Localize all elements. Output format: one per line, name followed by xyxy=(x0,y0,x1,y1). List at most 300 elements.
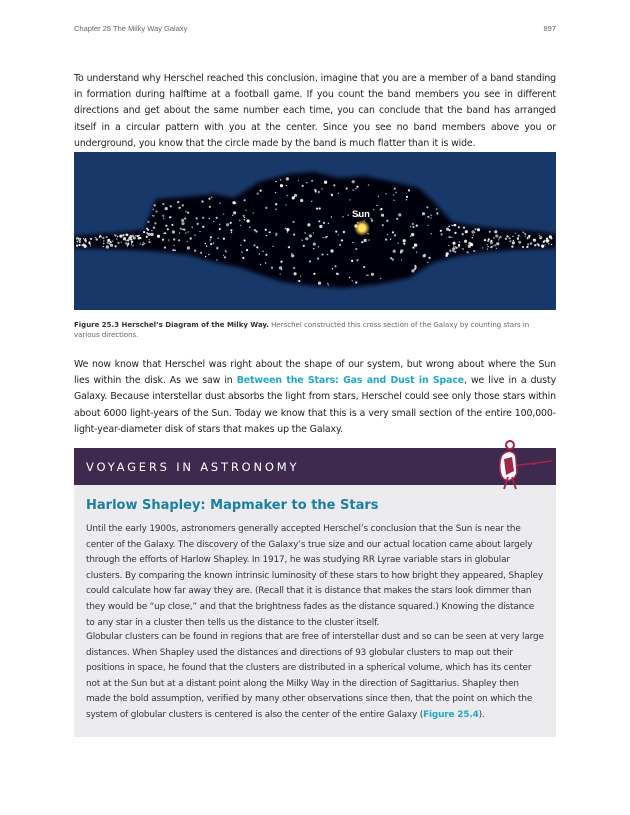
star xyxy=(226,251,227,252)
star xyxy=(110,241,112,243)
star xyxy=(496,248,497,249)
star xyxy=(247,219,250,222)
star xyxy=(76,237,78,239)
star xyxy=(286,228,289,231)
star xyxy=(494,244,496,246)
star xyxy=(424,254,425,255)
star xyxy=(349,199,350,200)
star xyxy=(262,251,263,252)
star xyxy=(518,235,520,237)
voyagers-feature-box xyxy=(74,448,556,737)
star xyxy=(371,220,373,222)
star xyxy=(321,188,322,189)
star xyxy=(201,200,203,202)
star xyxy=(116,238,117,239)
star xyxy=(317,258,319,260)
star xyxy=(539,235,540,236)
star xyxy=(422,212,425,215)
star xyxy=(511,246,513,248)
star xyxy=(216,259,217,260)
star xyxy=(530,242,532,244)
caption-text: Herschel constructed this cross section of the Galaxy by counting stars in various directions. xyxy=(74,321,530,339)
star xyxy=(79,242,80,243)
star xyxy=(177,201,179,203)
star xyxy=(181,222,184,225)
star xyxy=(538,244,540,246)
star xyxy=(482,247,483,248)
star xyxy=(366,275,367,276)
star xyxy=(196,217,198,219)
star xyxy=(500,236,502,238)
star xyxy=(210,243,212,245)
star xyxy=(148,241,150,243)
star xyxy=(311,201,312,202)
star xyxy=(381,214,384,217)
star xyxy=(387,234,388,235)
star xyxy=(235,202,236,203)
star xyxy=(148,233,151,236)
star xyxy=(412,247,414,249)
star xyxy=(172,230,175,233)
star xyxy=(152,215,153,216)
star xyxy=(156,210,158,212)
star xyxy=(489,231,491,233)
star xyxy=(333,184,335,186)
star xyxy=(488,238,490,240)
star xyxy=(265,229,267,231)
star xyxy=(454,224,456,226)
star xyxy=(448,245,449,246)
star xyxy=(265,262,266,263)
star xyxy=(454,251,456,253)
star xyxy=(286,177,289,180)
star xyxy=(287,231,288,232)
star xyxy=(260,190,262,192)
star xyxy=(408,189,410,191)
star xyxy=(446,255,448,257)
star xyxy=(187,246,190,249)
star xyxy=(223,255,224,256)
star xyxy=(539,238,540,239)
star xyxy=(406,196,408,198)
star xyxy=(199,231,200,232)
star xyxy=(487,246,488,247)
star xyxy=(319,225,322,228)
star xyxy=(286,185,287,186)
star xyxy=(506,235,508,237)
star xyxy=(219,224,220,225)
star xyxy=(355,248,357,250)
star xyxy=(244,239,246,241)
star xyxy=(182,204,184,206)
star xyxy=(210,239,211,240)
star xyxy=(534,244,536,246)
figure-25-4-link[interactable]: Figure 25.4 xyxy=(423,709,479,720)
star xyxy=(244,199,246,201)
star xyxy=(393,250,396,253)
star xyxy=(348,215,349,216)
star xyxy=(452,247,455,250)
star xyxy=(178,239,180,241)
star xyxy=(202,217,204,219)
star xyxy=(522,246,524,248)
star xyxy=(315,190,317,192)
star xyxy=(415,267,417,269)
star xyxy=(379,209,380,210)
star xyxy=(255,230,257,232)
star xyxy=(541,245,544,248)
star xyxy=(326,236,327,237)
star xyxy=(96,238,98,240)
star xyxy=(244,219,245,220)
star xyxy=(403,243,405,245)
star xyxy=(219,228,221,230)
star xyxy=(448,226,449,227)
star xyxy=(253,212,254,213)
star xyxy=(380,278,381,279)
star xyxy=(107,242,109,244)
star xyxy=(112,241,113,242)
star xyxy=(162,203,164,205)
star xyxy=(265,207,267,209)
star xyxy=(318,221,319,222)
star xyxy=(84,245,87,248)
star xyxy=(123,237,126,240)
star xyxy=(90,245,91,246)
star xyxy=(165,207,168,210)
star xyxy=(352,180,355,183)
star xyxy=(285,204,286,205)
star xyxy=(410,226,411,227)
star xyxy=(279,266,282,269)
star xyxy=(472,237,473,238)
star xyxy=(209,218,210,219)
galaxy-diagram xyxy=(74,152,556,310)
star xyxy=(517,237,519,239)
star xyxy=(272,246,273,247)
star xyxy=(449,250,451,252)
star xyxy=(202,226,204,228)
star xyxy=(153,209,154,210)
star xyxy=(493,237,494,238)
star xyxy=(185,232,186,233)
star xyxy=(324,181,327,184)
star xyxy=(183,229,184,230)
star xyxy=(451,237,452,238)
star xyxy=(525,236,526,237)
star xyxy=(454,232,456,234)
star xyxy=(515,233,516,234)
star xyxy=(103,243,104,244)
star xyxy=(170,205,172,207)
star xyxy=(298,180,299,181)
star xyxy=(157,235,160,238)
star xyxy=(410,236,411,237)
feature-paragraph-2-end: ). xyxy=(478,709,485,720)
star xyxy=(487,248,488,249)
star xyxy=(135,235,136,236)
feature-title: Harlow Shapley: Mapmaker to the Stars xyxy=(86,498,379,513)
star xyxy=(256,246,258,248)
star xyxy=(462,248,463,249)
star xyxy=(527,243,529,245)
star xyxy=(513,240,514,241)
star xyxy=(313,248,314,249)
star xyxy=(95,237,96,238)
second-paragraph xyxy=(74,357,556,438)
star xyxy=(458,244,460,246)
star xyxy=(194,250,196,252)
star xyxy=(298,280,300,282)
star xyxy=(217,248,218,249)
star xyxy=(471,230,474,233)
star xyxy=(249,227,250,228)
astronaut-icon xyxy=(490,437,554,493)
star xyxy=(205,243,206,244)
star xyxy=(179,207,181,209)
star xyxy=(81,244,83,246)
star xyxy=(338,234,339,235)
star xyxy=(139,243,140,244)
star xyxy=(288,246,290,248)
star xyxy=(114,234,115,235)
star xyxy=(349,277,350,278)
star xyxy=(512,241,515,244)
star xyxy=(430,217,431,218)
star xyxy=(182,229,183,230)
star xyxy=(436,212,438,214)
feature-paragraph-1: Until the early 1900s, astronomers generally accepted Herschel’s conclusion that the Sun is near the center of the Galaxy. The discovery of the Galaxy’s true size and our actual location came about largely through the efforts of Harlow Shapley. In 1917, he was studying RR Lyrae variable stars in globular clusters. By comparing the known intrinsic luminosity of these stars to how bright they appeared, Shapley could calculate how far away they are. (Recall that it is distance that makes the stars look dimmer than they would be “up close,” and that the brightness fades as the distance squared.) Knowing the distance to any star in a cluster then tells us the distance to the cluster itself. xyxy=(86,524,543,628)
star xyxy=(341,239,343,241)
star xyxy=(226,223,229,226)
second-paragraph-start: We now know that Herschel was right about the shape of our system, but wrong about where the Sun lies within the disk. As we saw in xyxy=(74,359,556,387)
star xyxy=(285,228,286,229)
star xyxy=(275,181,276,182)
star xyxy=(343,231,345,233)
star xyxy=(213,242,214,243)
star xyxy=(411,269,414,272)
star xyxy=(149,239,150,240)
star xyxy=(427,262,428,263)
star xyxy=(280,261,282,263)
star xyxy=(300,199,303,202)
star xyxy=(197,223,199,225)
star xyxy=(302,185,304,187)
star xyxy=(492,245,493,246)
star xyxy=(373,209,374,210)
star xyxy=(169,216,171,218)
sun-marker xyxy=(359,225,365,231)
star xyxy=(390,257,392,259)
star xyxy=(106,236,107,237)
star xyxy=(551,244,552,245)
star xyxy=(431,233,432,234)
star xyxy=(529,235,531,237)
star xyxy=(117,236,118,237)
star xyxy=(449,236,451,238)
star xyxy=(294,272,297,275)
star xyxy=(363,266,365,268)
star xyxy=(107,246,108,247)
star xyxy=(293,234,295,236)
star xyxy=(446,228,449,231)
star xyxy=(301,240,302,241)
star xyxy=(162,239,164,241)
star xyxy=(233,211,236,214)
star xyxy=(184,217,186,219)
star xyxy=(223,238,225,240)
star xyxy=(451,225,452,226)
star xyxy=(466,232,467,233)
star xyxy=(187,212,189,214)
star xyxy=(165,225,167,227)
star xyxy=(475,228,477,230)
star xyxy=(167,228,169,230)
star xyxy=(245,210,246,211)
star xyxy=(208,254,209,255)
star xyxy=(265,254,267,256)
star xyxy=(185,211,186,212)
star xyxy=(462,233,464,235)
between-the-stars-link[interactable]: Between the Stars: Gas and Dust in Space xyxy=(236,375,465,387)
star xyxy=(346,187,348,189)
star xyxy=(205,256,206,257)
star xyxy=(463,227,465,229)
star xyxy=(275,209,276,210)
star xyxy=(99,237,100,238)
star xyxy=(509,237,511,239)
intro-paragraph: To understand why Herschel reached this conclusion, imagine that you are a member of a band standing in formation during halftime at a football game. If you count the band members you see in different directions and get about the same number each time, you can conclude that the band has arranged itself in a circular pattern with you at the center. Since you see no band members above you or underground, you know that the circle made by the band is much flatter than it is wide. xyxy=(74,73,556,149)
star xyxy=(510,240,511,241)
star xyxy=(110,244,111,245)
star xyxy=(484,239,486,241)
star xyxy=(309,260,311,262)
herschel-galaxy-figure xyxy=(74,152,556,310)
star xyxy=(89,243,91,245)
star xyxy=(79,244,81,246)
star xyxy=(240,225,241,226)
star xyxy=(241,251,242,252)
star xyxy=(294,194,297,197)
star xyxy=(122,234,124,236)
star xyxy=(392,231,394,233)
star xyxy=(187,241,188,242)
star xyxy=(401,259,402,260)
star xyxy=(293,267,295,269)
star xyxy=(453,242,455,244)
star xyxy=(121,241,122,242)
star xyxy=(210,236,212,238)
star xyxy=(259,253,260,254)
star xyxy=(78,238,81,241)
star xyxy=(386,220,388,222)
star xyxy=(132,245,133,246)
star xyxy=(127,239,129,241)
star xyxy=(147,221,149,223)
star xyxy=(306,182,307,183)
star xyxy=(396,218,398,220)
star xyxy=(143,231,145,233)
star xyxy=(426,206,428,208)
star xyxy=(313,232,314,233)
star xyxy=(416,225,418,227)
star xyxy=(101,236,102,237)
star xyxy=(313,273,315,275)
star xyxy=(125,242,127,244)
star xyxy=(441,233,443,235)
star xyxy=(313,243,316,246)
star xyxy=(334,265,336,267)
figure-caption xyxy=(74,321,556,340)
star xyxy=(146,236,148,238)
star xyxy=(406,199,407,200)
star xyxy=(453,246,454,247)
star xyxy=(505,238,507,240)
star xyxy=(400,251,402,253)
star xyxy=(194,235,195,236)
star xyxy=(83,238,84,239)
page-number: 897 xyxy=(543,24,556,33)
star xyxy=(371,273,374,276)
star xyxy=(330,249,333,252)
star xyxy=(280,179,281,180)
star xyxy=(269,231,271,233)
star xyxy=(243,215,245,217)
star xyxy=(300,276,301,277)
star xyxy=(200,252,202,254)
star xyxy=(253,244,255,246)
star xyxy=(280,184,283,187)
star xyxy=(397,243,398,244)
star xyxy=(319,207,321,209)
star xyxy=(90,238,92,240)
star xyxy=(211,197,212,198)
star xyxy=(428,257,430,259)
star xyxy=(223,214,224,215)
star xyxy=(364,239,367,242)
star xyxy=(162,215,164,217)
star xyxy=(225,250,226,251)
feature-paragraph-2 xyxy=(86,630,544,724)
star xyxy=(151,233,154,236)
star xyxy=(208,198,210,200)
star xyxy=(171,224,173,226)
star xyxy=(163,218,164,219)
star xyxy=(266,235,267,236)
star xyxy=(109,243,110,244)
star xyxy=(151,230,152,231)
star xyxy=(318,191,320,193)
star xyxy=(376,205,377,206)
star xyxy=(192,227,193,228)
star xyxy=(131,241,133,243)
star xyxy=(449,229,450,230)
star xyxy=(242,257,244,259)
star xyxy=(230,222,232,224)
star xyxy=(467,251,469,253)
star xyxy=(490,240,492,242)
star xyxy=(368,184,369,185)
second-paragraph-end: , we live in a dusty Galaxy. Because interstellar dust absorbs the light from stars, Herschel could see only those stars within about 6000 light-years of the Sun. Today we know that this is a very small section of the entire 100,000-light-year-diameter disk of stars that makes up the Galaxy. xyxy=(74,375,557,435)
star xyxy=(455,246,456,247)
star xyxy=(385,239,387,241)
star xyxy=(327,283,328,284)
star xyxy=(307,223,310,226)
star xyxy=(175,250,176,251)
star xyxy=(527,237,529,239)
star xyxy=(412,226,414,228)
star xyxy=(190,237,192,239)
